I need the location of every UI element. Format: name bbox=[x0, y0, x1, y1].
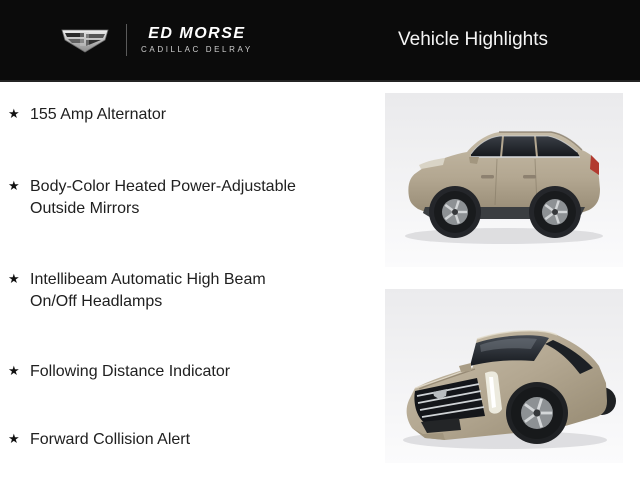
front-wheel bbox=[434, 191, 476, 233]
feature-line: Following Distance Indicator bbox=[30, 363, 231, 380]
feature-text bbox=[30, 104, 166, 126]
feature-line: Intellibeam Automatic High Beam bbox=[30, 271, 266, 288]
feature-item bbox=[8, 361, 230, 383]
vehicle-front-illustration bbox=[385, 289, 623, 463]
star-icon: ★ bbox=[8, 272, 20, 287]
feature-item bbox=[8, 269, 266, 313]
star-icon: ★ bbox=[8, 364, 20, 379]
feature-line: On/Off Headlamps bbox=[30, 293, 163, 310]
vehicle-photo-front-quarter bbox=[385, 289, 623, 463]
feature-line: Forward Collision Alert bbox=[30, 431, 191, 448]
feature-line: Body-Color Heated Power-Adjustable bbox=[30, 178, 296, 195]
feature-item bbox=[8, 104, 166, 126]
front-wheel bbox=[511, 387, 563, 439]
feature-item bbox=[8, 429, 190, 451]
star-icon: ★ bbox=[8, 179, 20, 194]
feature-text bbox=[30, 269, 266, 313]
feature-text bbox=[30, 361, 230, 383]
star-icon: ★ bbox=[8, 107, 20, 122]
feature-text bbox=[30, 176, 296, 220]
vehicle-photo-side bbox=[385, 93, 623, 267]
feature-line: 155 Amp Alternator bbox=[30, 106, 167, 123]
brand-name: ED MORSE bbox=[148, 25, 246, 43]
rear-wheel bbox=[534, 191, 576, 233]
brand-subname: CADILLAC DELRAY bbox=[141, 44, 253, 54]
feature-item bbox=[8, 176, 296, 220]
feature-line: Outside Mirrors bbox=[30, 200, 140, 217]
vehicle-side-illustration bbox=[385, 93, 623, 267]
feature-text bbox=[30, 429, 190, 451]
star-icon: ★ bbox=[8, 432, 20, 447]
page-title: Vehicle Highlights bbox=[398, 29, 548, 50]
